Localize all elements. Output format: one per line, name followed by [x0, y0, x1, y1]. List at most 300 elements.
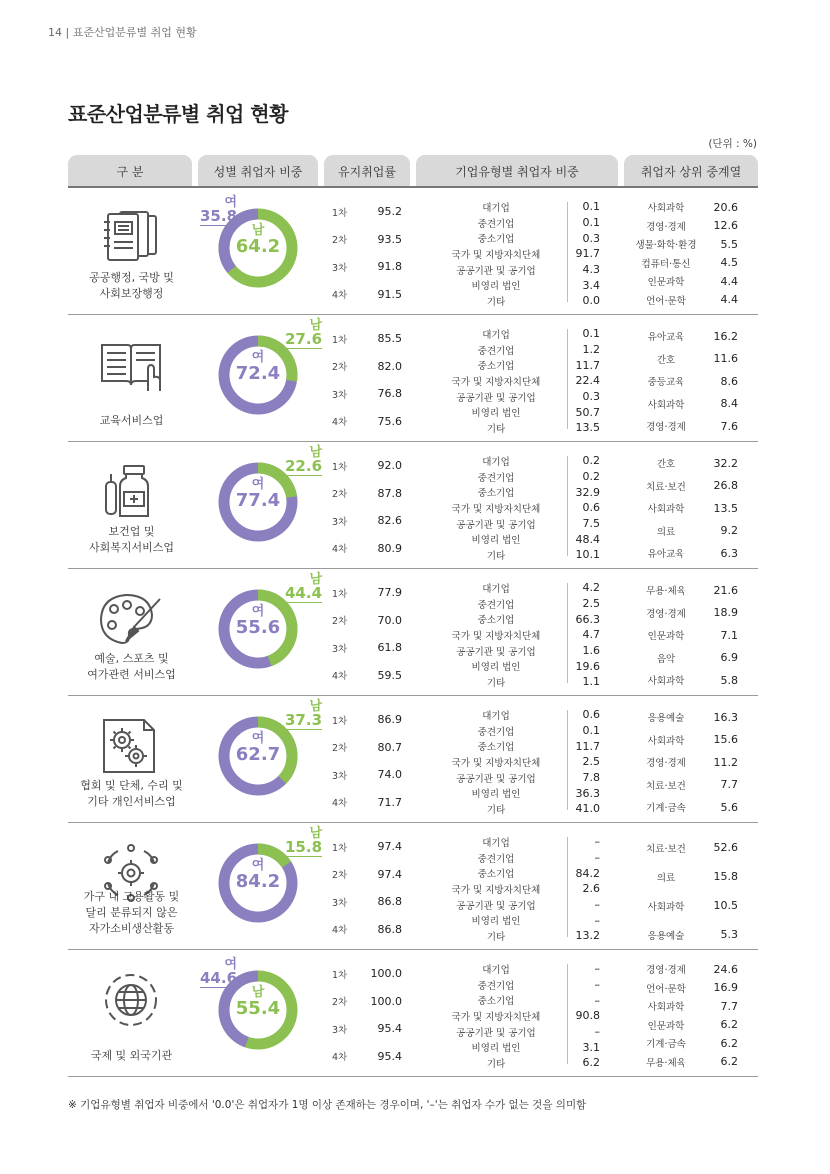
gender-top-label	[200, 958, 237, 988]
enterprise-item	[446, 531, 606, 547]
gender-top-value: 22.6	[285, 457, 323, 475]
major-name: 언어·문학	[646, 983, 686, 995]
enterprise-item	[446, 262, 606, 278]
header-enterprise-share: 기업유형별 취업자 비중	[416, 155, 618, 187]
enterprise-type: 비영리 법인	[471, 1043, 521, 1055]
enterprise-item	[446, 1055, 606, 1071]
major-value: 11.6	[713, 352, 738, 366]
retention-value: 76.8	[377, 387, 402, 401]
major-list	[626, 833, 746, 949]
unit-label: (단위 : %)	[708, 138, 757, 150]
retention-item	[332, 535, 412, 563]
enterprise-value: 7.8	[582, 771, 600, 785]
header-category: 구 분	[68, 155, 192, 187]
major-item	[626, 647, 746, 670]
sector-name: 교육서비스업	[99, 414, 164, 427]
enterprise-item	[446, 627, 606, 643]
retention-round: 3차	[332, 262, 348, 274]
enterprise-type: 대기업	[482, 329, 510, 341]
enterprise-item	[446, 723, 606, 739]
enterprise-value: 2.6	[582, 882, 600, 896]
enterprise-value: 11.7	[575, 739, 600, 753]
retention-round: 1차	[332, 715, 348, 727]
retention-round: 3차	[332, 897, 348, 909]
enterprise-type: 중견기업	[477, 218, 515, 230]
major-value: 32.2	[713, 456, 738, 470]
major-item	[626, 325, 746, 348]
major-item	[626, 1016, 746, 1035]
major-item	[626, 520, 746, 543]
major-item	[626, 579, 746, 602]
retention-round: 2차	[332, 870, 348, 882]
major-value: 16.2	[713, 329, 738, 343]
enterprise-type: 중소기업	[477, 615, 515, 627]
retention-round: 3차	[332, 516, 348, 528]
enterprise-type: 기타	[486, 804, 506, 816]
major-name: 사회과학	[647, 1002, 685, 1014]
major-item	[626, 475, 746, 498]
enterprise-value: 19.6	[575, 659, 600, 673]
major-name: 사회과학	[647, 676, 685, 688]
major-item	[626, 920, 746, 949]
enterprise-value: 0.2	[582, 470, 600, 484]
enterprise-value: 32.9	[575, 485, 600, 499]
enterprise-item	[446, 643, 606, 659]
gender-top-name: 남	[309, 699, 323, 714]
enterprise-item	[446, 801, 606, 817]
retention-list	[332, 833, 412, 943]
enterprise-list	[446, 580, 606, 690]
enterprise-item	[446, 373, 606, 389]
major-value: 4.4	[720, 293, 738, 307]
major-name: 치료·보건	[646, 780, 686, 792]
gender-center-name: 남	[251, 223, 265, 238]
enterprise-value: –	[594, 1025, 600, 1039]
gender-top-value: 37.3	[285, 711, 323, 729]
retention-round: 4차	[332, 544, 348, 556]
major-name: 언어·문학	[646, 295, 686, 307]
major-name: 인문과학	[647, 1020, 685, 1032]
enterprise-value: 0.1	[582, 724, 600, 738]
table-row	[68, 442, 758, 569]
gender-center-name: 여	[251, 350, 265, 365]
enterprise-item	[446, 230, 606, 246]
retention-value: 82.6	[377, 514, 402, 528]
enterprise-value: 0.2	[582, 454, 600, 468]
gender-center-label	[218, 224, 298, 256]
enterprise-value: 4.3	[582, 263, 600, 277]
retention-value: 91.5	[377, 287, 402, 301]
enterprise-value: 91.7	[575, 247, 600, 261]
retention-value: 75.6	[377, 414, 402, 428]
enterprise-value: 1.6	[582, 644, 600, 658]
gender-top-value: 15.8	[285, 838, 323, 856]
enterprise-item	[446, 326, 606, 342]
enterprise-item	[446, 516, 606, 532]
enterprise-item	[446, 596, 606, 612]
enterprise-item	[446, 992, 606, 1008]
enterprise-value: 0.1	[582, 216, 600, 230]
enterprise-item	[446, 961, 606, 977]
enterprise-item	[446, 293, 606, 309]
globe-icon	[96, 970, 166, 1030]
gender-center-value: 84.2	[235, 871, 281, 892]
major-value: 4.4	[720, 274, 738, 288]
retention-round: 2차	[332, 997, 348, 1009]
retention-item	[332, 1043, 412, 1071]
retention-item	[332, 960, 412, 988]
enterprise-item	[446, 834, 606, 850]
major-value: 52.6	[713, 841, 738, 854]
major-value: 5.3	[720, 928, 738, 941]
enterprise-value: 36.3	[575, 786, 600, 800]
retention-value: 87.8	[377, 486, 402, 500]
major-list	[626, 706, 746, 819]
gender-center-value: 55.6	[235, 617, 281, 638]
enterprise-type: 중소기업	[477, 996, 515, 1008]
major-name: 경영·경제	[646, 608, 686, 620]
major-item	[626, 370, 746, 393]
retention-item	[332, 452, 412, 480]
major-name: 경영·경제	[646, 221, 686, 233]
gender-top-label	[285, 700, 322, 730]
enterprise-value: 11.7	[575, 358, 600, 372]
retention-item	[332, 325, 412, 353]
retention-value: 59.5	[377, 668, 402, 682]
major-name: 무용·체육	[646, 1057, 686, 1069]
retention-list	[332, 452, 412, 562]
table-row	[68, 569, 758, 696]
enterprise-type: 대기업	[482, 456, 510, 468]
major-item	[626, 624, 746, 647]
retention-item	[332, 706, 412, 734]
major-item	[626, 751, 746, 774]
retention-item	[332, 198, 412, 226]
enterprise-type: 중견기업	[477, 853, 515, 865]
enterprise-item	[446, 912, 606, 928]
enterprise-value: 13.2	[575, 929, 600, 943]
major-name: 응용예술	[647, 930, 685, 942]
book-icon	[96, 335, 166, 395]
enterprise-type: 중견기업	[477, 599, 515, 611]
major-name: 의료	[656, 872, 676, 884]
enterprise-type: 국가 및 지방자치단체	[451, 376, 541, 388]
major-item	[626, 796, 746, 819]
enterprise-item	[446, 246, 606, 262]
enterprise-type: 중소기업	[477, 234, 515, 246]
enterprise-item	[446, 469, 606, 485]
enterprise-type: 중견기업	[477, 472, 515, 484]
major-name: 음악	[656, 653, 676, 665]
enterprise-item	[446, 215, 606, 231]
retention-round: 4차	[332, 671, 348, 683]
retention-round: 3차	[332, 643, 348, 655]
enterprise-value: –	[594, 978, 600, 992]
enterprise-list	[446, 453, 606, 563]
enterprise-item	[446, 850, 606, 866]
major-item	[626, 1053, 746, 1072]
major-item	[626, 452, 746, 475]
major-item	[626, 960, 746, 979]
major-item	[626, 393, 746, 416]
gender-center-label	[218, 605, 298, 637]
enterprise-type: 비영리 법인	[471, 916, 521, 928]
enterprise-list	[446, 834, 606, 944]
enterprise-item	[446, 865, 606, 881]
enterprise-value: 48.4	[575, 532, 600, 546]
major-name: 사회과학	[647, 399, 685, 411]
sector-name: 공공행정, 국방 및 사회보장행정	[89, 271, 174, 300]
retention-item	[332, 916, 412, 944]
major-item	[626, 415, 746, 438]
palette-icon	[96, 589, 166, 649]
gender-center-label	[218, 351, 298, 383]
retention-item	[332, 662, 412, 690]
retention-round: 1차	[332, 207, 348, 219]
gender-top-label	[285, 446, 322, 476]
enterprise-value: 3.1	[582, 1040, 600, 1054]
enterprise-value: 0.1	[582, 200, 600, 214]
retention-value: 82.0	[377, 359, 402, 373]
enterprise-value: 2.5	[582, 597, 600, 611]
retention-value: 97.4	[377, 840, 402, 854]
retention-item	[332, 861, 412, 889]
major-list	[626, 579, 746, 692]
enterprise-type: 비영리 법인	[471, 281, 521, 293]
major-name: 경영·경제	[646, 965, 686, 977]
enterprise-item	[446, 199, 606, 215]
enterprise-value: 66.3	[575, 612, 600, 626]
retention-item	[332, 833, 412, 861]
retention-value: 95.4	[377, 1022, 402, 1036]
retention-list	[332, 325, 412, 435]
enterprise-item	[446, 500, 606, 516]
medicine-bottle-icon	[96, 462, 166, 522]
gears-icon	[96, 716, 166, 776]
enterprise-value: 10.1	[575, 548, 600, 562]
enterprise-value: 0.6	[582, 501, 600, 515]
enterprise-value: 1.2	[582, 343, 600, 357]
enterprise-list	[446, 199, 606, 309]
gender-top-label	[285, 319, 322, 349]
major-item	[626, 602, 746, 625]
enterprise-type: 대기업	[482, 202, 510, 214]
footnote: ※ 기업유형별 취업자 비중에서 '0.0'은 취업자가 1명 이상 존재하는 경우이며, '–'는 취업자 수가 없는 것을 의미함	[68, 1099, 587, 1111]
retention-value: 100.0	[370, 994, 402, 1008]
retention-value: 86.9	[377, 713, 402, 727]
major-value: 7.7	[720, 778, 738, 792]
enterprise-type: 기타	[486, 550, 506, 562]
major-name: 사회과학	[647, 203, 685, 215]
major-value: 13.5	[713, 501, 738, 515]
enterprise-type: 공공기관 및 공기업	[456, 392, 536, 404]
retention-item	[332, 988, 412, 1016]
enterprise-value: 7.5	[582, 517, 600, 531]
enterprise-value: 13.5	[575, 421, 600, 435]
major-item	[626, 198, 746, 217]
retention-round: 4차	[332, 417, 348, 429]
enterprise-item	[446, 707, 606, 723]
enterprise-value: 1.1	[582, 675, 600, 689]
major-list	[626, 960, 746, 1071]
enterprise-value: 50.7	[575, 405, 600, 419]
retention-list	[332, 706, 412, 816]
retention-round: 4차	[332, 798, 348, 810]
major-list	[626, 325, 746, 438]
retention-list	[332, 198, 412, 308]
gender-center-label	[218, 732, 298, 764]
major-value: 8.4	[720, 397, 738, 411]
major-value: 6.3	[720, 546, 738, 560]
major-value: 11.2	[713, 755, 738, 769]
header-gender-share: 성별 취업자 비중	[198, 155, 318, 187]
major-value: 6.2	[720, 1036, 738, 1050]
retention-value: 93.5	[377, 232, 402, 246]
major-value: 18.9	[713, 606, 738, 620]
retention-round: 4차	[332, 925, 348, 937]
enterprise-value: 22.4	[575, 374, 600, 388]
enterprise-type: 기타	[486, 423, 506, 435]
retention-round: 3차	[332, 389, 348, 401]
major-name: 치료·보건	[646, 481, 686, 493]
retention-value: 80.7	[377, 740, 402, 754]
enterprise-type: 국가 및 지방자치단체	[451, 884, 541, 896]
enterprise-value: 0.0	[582, 294, 600, 308]
major-value: 7.7	[720, 999, 738, 1013]
enterprise-type: 국가 및 지방자치단체	[451, 1011, 541, 1023]
enterprise-type: 비영리 법인	[471, 535, 521, 547]
enterprise-type: 기타	[486, 931, 506, 943]
major-value: 6.2	[720, 1055, 738, 1069]
retention-value: 95.2	[377, 205, 402, 219]
retention-round: 1차	[332, 461, 348, 473]
major-item	[626, 706, 746, 729]
enterprise-item	[446, 928, 606, 944]
major-name: 기계·금속	[646, 803, 686, 815]
major-item	[626, 542, 746, 565]
major-value: 5.6	[720, 800, 738, 814]
enterprise-type: 중견기업	[477, 726, 515, 738]
retention-value: 80.9	[377, 541, 402, 555]
enterprise-type: 국가 및 지방자치단체	[451, 630, 541, 642]
major-item	[626, 997, 746, 1016]
retention-value: 74.0	[377, 768, 402, 782]
enterprise-list	[446, 961, 606, 1071]
retention-item	[332, 408, 412, 436]
retention-item	[332, 789, 412, 817]
gender-center-name: 남	[251, 985, 265, 1000]
major-list	[626, 452, 746, 565]
enterprise-item	[446, 770, 606, 786]
major-value: 9.2	[720, 524, 738, 538]
enterprise-type: 중소기업	[477, 361, 515, 373]
enterprise-type: 중견기업	[477, 980, 515, 992]
gender-top-name: 남	[309, 445, 323, 460]
retention-round: 2차	[332, 743, 348, 755]
major-value: 7.6	[720, 419, 738, 433]
major-name: 컴퓨터·통신	[641, 258, 691, 270]
header-top-majors: 취업자 상위 중계열	[624, 155, 758, 187]
major-item	[626, 833, 746, 862]
retention-item	[332, 353, 412, 381]
retention-value: 86.8	[377, 922, 402, 936]
retention-item	[332, 634, 412, 662]
retention-round: 1차	[332, 334, 348, 346]
major-name: 간호	[656, 354, 676, 366]
retention-round: 4차	[332, 1052, 348, 1064]
retention-item	[332, 380, 412, 408]
retention-item	[332, 507, 412, 535]
enterprise-type: 비영리 법인	[471, 408, 521, 420]
retention-value: 71.7	[377, 795, 402, 809]
enterprise-item	[446, 897, 606, 913]
table-header	[68, 155, 758, 187]
retention-round: 2차	[332, 362, 348, 374]
retention-round: 1차	[332, 842, 348, 854]
enterprise-item	[446, 658, 606, 674]
enterprise-item	[446, 754, 606, 770]
major-value: 5.8	[720, 673, 738, 687]
retention-list	[332, 960, 412, 1070]
enterprise-value: –	[594, 913, 600, 927]
enterprise-value: 84.2	[575, 866, 600, 880]
enterprise-value: –	[594, 962, 600, 976]
major-item	[626, 774, 746, 797]
sector-name: 보건업 및 사회복지서비스업	[88, 525, 174, 554]
retention-item	[332, 253, 412, 281]
sector-name: 국제 및 외국기관	[90, 1049, 173, 1062]
major-value: 24.6	[713, 962, 738, 976]
enterprise-type: 비영리 법인	[471, 789, 521, 801]
enterprise-value: –	[594, 898, 600, 912]
enterprise-item	[446, 977, 606, 993]
retention-round: 4차	[332, 290, 348, 302]
enterprise-item	[446, 674, 606, 690]
major-item	[626, 729, 746, 752]
major-item	[626, 217, 746, 236]
enterprise-item	[446, 881, 606, 897]
table-row	[68, 315, 758, 442]
major-item	[626, 1034, 746, 1053]
retention-round: 3차	[332, 1024, 348, 1036]
enterprise-value: 0.3	[582, 390, 600, 404]
retention-round: 3차	[332, 770, 348, 782]
major-value: 16.3	[713, 710, 738, 724]
gender-center-name: 여	[251, 477, 265, 492]
retention-item	[332, 579, 412, 607]
enterprise-item	[446, 389, 606, 405]
enterprise-value: 41.0	[575, 802, 600, 816]
enterprise-type: 공공기관 및 공기업	[456, 1027, 536, 1039]
enterprise-type: 공공기관 및 공기업	[456, 773, 536, 785]
gender-top-name: 남	[309, 826, 323, 841]
major-name: 간호	[656, 459, 676, 471]
table-row	[68, 696, 758, 823]
major-item	[626, 979, 746, 998]
major-value: 8.6	[720, 374, 738, 388]
running-header: 14 | 표준산업분류별 취업 현황	[48, 26, 197, 39]
enterprise-type: 기타	[486, 1058, 506, 1070]
enterprise-value: –	[594, 851, 600, 865]
enterprise-type: 기타	[486, 296, 506, 308]
major-name: 기계·금속	[646, 1039, 686, 1051]
major-name: 인문과학	[647, 631, 685, 643]
major-name: 무용·체육	[646, 586, 686, 598]
major-name: 응용예술	[647, 713, 685, 725]
retention-item	[332, 734, 412, 762]
retention-round: 2차	[332, 616, 348, 628]
retention-value: 86.8	[377, 895, 402, 909]
